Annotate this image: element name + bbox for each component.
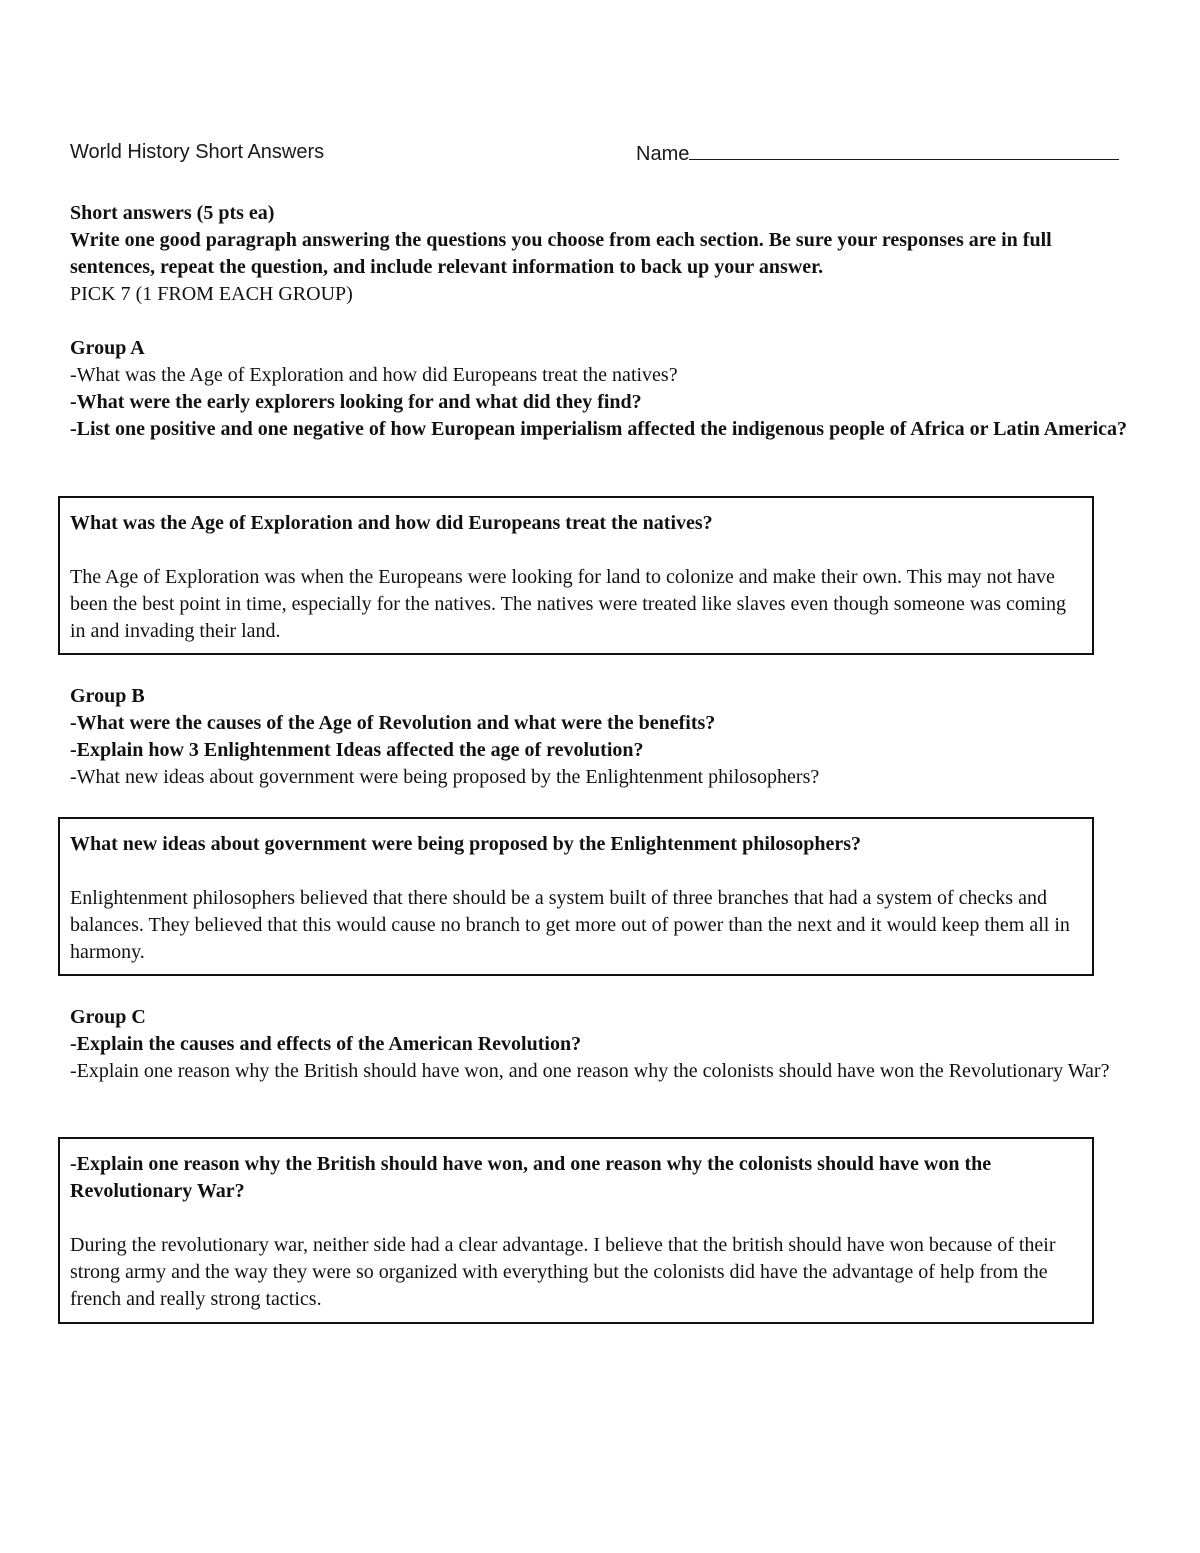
- group-b: [70, 683, 1130, 791]
- group-question: -List one positive and one negative of how European imperialism affected the indigenous people of Africa or Latin America?: [70, 418, 1128, 440]
- group-question: -What were the early explorers looking for and what did they find?: [70, 391, 642, 413]
- group-title: Group B: [70, 685, 145, 707]
- answer-question: What was the Age of Exploration and how did Europeans treat the natives?: [70, 512, 713, 534]
- name-blank-line: [689, 141, 1119, 160]
- answer-box-a: [58, 496, 1094, 655]
- group-title: Group A: [70, 337, 145, 359]
- group-question: -What were the causes of the Age of Revolution and what were the benefits?: [70, 712, 716, 734]
- instructions-pick: PICK 7 (1 FROM EACH GROUP): [70, 283, 353, 305]
- name-label: Name: [636, 143, 690, 165]
- instructions: [70, 200, 1130, 308]
- answer-response: The Age of Exploration was when the Europeans were looking for land to colonize and make their own. This may not have been the best point in time, especially for the natives. The natives were treated like slaves even though someone was coming in and invading their land.: [70, 566, 1066, 642]
- group-c: [70, 1004, 1130, 1085]
- instructions-heading: Short answers (5 pts ea): [70, 202, 275, 224]
- answer-response: Enlightenment philosophers believed that there should be a system built of three branches that had a system of checks and balances. They believed that this would cause no branch to get more out of power than the next and it would keep them all in harmony.: [70, 887, 1070, 963]
- group-question: -Explain the causes and effects of the American Revolution?: [70, 1033, 582, 1055]
- answer-question: What new ideas about government were being proposed by the Enlightenment philosophers?: [70, 833, 861, 855]
- name-field: [636, 141, 1119, 166]
- answer-response: During the revolutionary war, neither side had a clear advantage. I believe that the british should have won because of their strong army and the way they were so organized with everything but the colonists did have the advantage of help from the french and really strong tactics.: [70, 1234, 1056, 1310]
- answer-question: -Explain one reason why the British should have won, and one reason why the colonists should have won the Revolutionary War?: [70, 1153, 992, 1202]
- instructions-body: Write one good paragraph answering the questions you choose from each section. Be sure your responses are in full sentences, repeat the question, and include relevant information to back up your answer.: [70, 229, 1052, 278]
- worksheet-title: World History Short Answers: [70, 141, 325, 163]
- answer-box-c: [58, 1137, 1094, 1324]
- group-question: -What was the Age of Exploration and how did Europeans treat the natives?: [70, 364, 678, 386]
- group-question: -Explain one reason why the British should have won, and one reason why the colonists should have won the Revolutionary War?: [70, 1060, 1110, 1082]
- group-question: -What new ideas about government were being proposed by the Enlightenment philosophers?: [70, 766, 820, 788]
- group-question: -Explain how 3 Enlightenment Ideas affected the age of revolution?: [70, 739, 644, 761]
- group-a: [70, 335, 1130, 443]
- answer-box-b: [58, 817, 1094, 976]
- group-title: Group C: [70, 1006, 146, 1028]
